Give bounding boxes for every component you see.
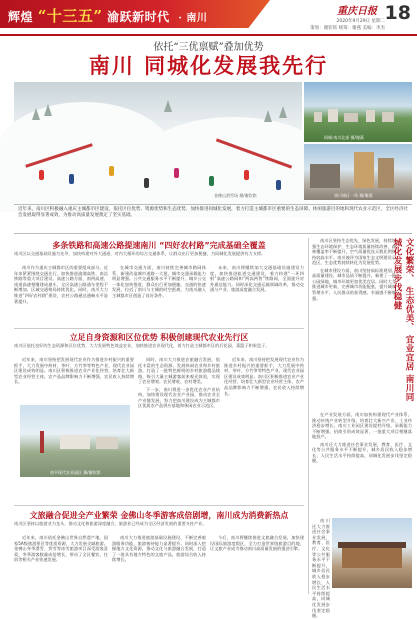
section-title-highlight: “十三五” — [37, 7, 103, 25]
section-divider — [14, 328, 304, 329]
building — [96, 437, 118, 449]
photo-caption: 南川城区一角 摄/谢燕 — [334, 193, 373, 198]
skier — [109, 166, 114, 176]
photo-caption: 同城·南川北部 摄/谢燕 — [324, 135, 364, 140]
section-2-subtitle: 南川区依托良好的生态资源和区位优势，大力发展特色效益农业，加快推进农业现代化，着力打造主城都市区的后花园、菜篮子和果盘子。 — [14, 343, 270, 348]
building — [366, 110, 375, 122]
right-article-column-2 — [312, 412, 412, 514]
right-article-title: 文化繁荣、 生态优美、 宜业宜居 南川同城化发展步伐稳健 — [392, 238, 414, 402]
section-title-suffix: 渝跃新时代 — [107, 10, 170, 24]
skier — [209, 176, 214, 186]
skier — [39, 170, 44, 180]
building — [354, 152, 374, 188]
tree-icon — [279, 106, 287, 118]
editor-credits: 策划：谢钦铭 统筹：谢燕 美编：李杰 — [310, 26, 385, 31]
cultural-site-photo — [332, 518, 412, 588]
roof — [338, 542, 406, 548]
section-3-title: 文旅融合促进全产业繁荣 金佛山冬季游客成倍剧增，南川成为消费新热点 — [29, 511, 289, 520]
skier — [174, 168, 179, 178]
masthead-rule — [0, 34, 417, 36]
tree-icon — [44, 104, 52, 116]
section-2-title: 立足自身资源和区位优势 积极创建现代农业先行区 — [69, 333, 249, 342]
masthead — [0, 0, 417, 40]
issue-date: 2020年9月29日 星期二 — [336, 19, 385, 24]
tree-icon — [264, 110, 272, 122]
city-street-photo — [304, 144, 412, 200]
city-aerial-photo — [304, 82, 412, 142]
section-region: · 南川 — [178, 13, 208, 24]
paragraph: 下一步，南川将进一步优化农业产业结构，加快建设现代农业产业园，推动农业全产业链发展，努力把南川建设成为主城都市区优质农产品供应基地和休闲农业示范区。 — [138, 386, 220, 409]
building — [342, 548, 402, 568]
paragraph: 在城市交通方面，南川持续完善城市路网体系，新建改造城市道路一大批，城市交通承载能力明显增强。公共交通服务水平不断提升，城乡公交一体化加快推进，群众出行更加便捷。交通的快速发展，拉近了南川与主城的时空距离，为南川融入主城都市区创造了良好条件。 — [112, 265, 206, 298]
section-2-column-1 — [14, 357, 134, 402]
section-2-column-2 — [138, 357, 220, 502]
section-3-column-3 — [210, 535, 304, 595]
skier — [144, 178, 149, 188]
section-1-column-3 — [210, 265, 304, 325]
page-number: 18 — [384, 2, 411, 24]
tree-icon — [32, 108, 40, 120]
masthead-right — [271, 2, 411, 38]
section-divider — [14, 505, 304, 506]
section-1-column-2 — [112, 265, 206, 325]
paragraph: 南川区坚持生态优先、绿色发展，持续加强生态环境保护，生态环境质量持续改善，森林覆盖率不断提升，空气质量优良天数比例保持较高水平。南川被评为国家生态文明建设示范区，生态优势持续转化为发展优势。 — [312, 238, 396, 266]
chimney — [40, 431, 44, 453]
photo-caption: 南平现代农业园区 摄/谢钦铭 — [50, 470, 101, 475]
paragraph: 南川还大力推进社会事业发展，教育、医疗、文化等公共服务水平不断提升，城乡居民收入稳步增长，人民生活水平持续提高，同城化发展步伐坚定稳健。 — [312, 441, 412, 464]
paragraph: 在城市建设方面，南川坚持高标准规划、高质量建设，城市品质不断提升。新建了一批公园绿地，城市环境更加优美宜居。同时大力推进城市更新，完善城市功能配套，提升城市管理水平，人民群众的获得感、幸福感不断增强。 — [312, 267, 396, 301]
building — [344, 113, 358, 122]
skier — [244, 170, 249, 180]
paragraph: 南川作为重庆主城都市区的重要组成部分，近年来紧紧围绕交通先行，加快推进渝湘高铁、南涪铁路等重大项目建设。高速公路方面，南两高速、南道高速相继建成通车，全区高速公路通车里程不断增加，区域交通格局持续优化。同时，南川大力推进“四好农村路”建设，农村公路通达通畅水平显著提升。 — [14, 265, 108, 304]
paragraph: 近年来，南川坚持把发展现代农业作为推进乡村振兴的重要抓手，大力发展中药材、茶叶、方竹笋等特色产业，现代农业园区建设成效明显。南川区积极推进农业产业化经营，培育壮大新型农业经营主体，农产品品牌影响力不断增强，农民收入持续增长。 — [14, 357, 134, 385]
building — [378, 158, 394, 188]
right-article-column-1 — [312, 238, 396, 408]
section-1-column-1 — [14, 265, 108, 325]
newspaper-logo: 重庆日报 — [337, 6, 377, 17]
paragraph: 近年来，南川依托金佛山世界自然遗产地、国家5A级旅游景区等优质资源，大力发展全域旅游。金佛山冬季滑雪、赏雪等冰雪旅游项目深受游客喜爱，冬季游客数量成倍增长，带动了全区餐饮、住宿等相关产业快速发展。 — [14, 535, 108, 563]
building — [382, 112, 394, 122]
skier — [276, 180, 281, 190]
section-3-subtitle: 南川区坚持以旅游业为龙头，推动文化和旅游深度融合，旅游业已经成为全区经济发展的重要支柱产业。 — [14, 521, 207, 526]
section-2-column-3 — [224, 357, 304, 502]
paragraph: 近年来，南川坚持把发展现代农业作为推进乡村振兴的重要抓手，大力发展中药材、茶叶、方竹笋等特色产业，现代农业园区建设成效明显。南川区积极推进农业产业化经营，培育壮大新型农业经营主体，农产品品牌影响力不断增强，农民收入持续增长。 — [224, 357, 304, 396]
paragraph: 在产业发展方面，南川加快构建现代产业体系，推动传统产业转型升级，培育壮大新兴产业，工业经济稳步增长。南川工业园区建设提档升级，承载能力不断增强，招商引资成效显著，一批重大项目相继落地投产。 — [312, 412, 412, 440]
section-3-column-1 — [14, 535, 108, 595]
section-title — [8, 5, 207, 26]
building — [314, 112, 322, 122]
section-1-title: 多条铁路和高速公路提速南川 “四好农村路”完成基础全覆盖 — [52, 241, 266, 250]
building — [328, 109, 338, 122]
skier — [69, 174, 74, 184]
paragraph: 南川大力推进旅游基础设施建设，不断完善旅游服务功能，旅游接待能力显著提升。同时深入挖掘地方文化资源，推动文化与旅游融合发展，打造了一批具有地方特色的文旅产品，旅游综合收入持续增长。 — [112, 535, 206, 563]
headline-kicker: 依托“三优禀赋”叠加优势 — [153, 42, 264, 53]
building — [310, 164, 340, 188]
section-1-subtitle: 南川区以交通基础设施为先导，加快构建对外大通道、对内大循环的综合交通体系，让群众出行更加便捷，为同城化发展提供有力支撑。 — [14, 251, 266, 256]
ski-resort-photo — [14, 82, 302, 200]
intro-paragraph: 近年来，南川区积极融入重庆主城都市区建设，依托区位优势、资源优势和生态优势，加快推进同城化发展，着力打造主城都市区重要的生态屏障、休闲旅游目的地和现代农业示范区，全区经济社会发展取得显著成效，为推动高质量发展奠定了坚实基础。 — [14, 204, 412, 234]
farmland-photo — [20, 405, 130, 477]
section-title-prefix: 辉煌 — [8, 10, 34, 24]
paragraph: 今后，南川将继续推进文旅融合发展，加快建设国际旅游度假区，全力打造世界级旅游目的地，让文旅产业成为推动南川高质量发展的强劲引擎。 — [210, 535, 304, 552]
column-divider — [308, 238, 309, 594]
paragraph: 南川还大力推进社会事业发展，教育、医疗、文化等公共服务水平不断提升，城乡居民收入稳步增长，人民生活水平持续提高，同城化发展步伐坚定稳健。 — [312, 518, 330, 619]
photo-caption: 金佛山滑雪场 摄/谢钦铭 — [214, 193, 257, 198]
section-3-column-2 — [112, 535, 206, 595]
tree-icon — [164, 100, 172, 112]
right-article-column-3 — [312, 518, 330, 619]
paragraph: 同时，南川大力推进农旅融合发展，依托丰富的生态资源，发展休闲农业和乡村旅游，打造了一批特色鲜明的乡村旅游精品线路，吸引大量主城游客前来观光体验，实现了农业增效、农民增收、农村增美。 — [138, 357, 220, 385]
building — [60, 435, 90, 449]
main-headline: 南川 同城化发展我先行 — [88, 54, 329, 78]
paragraph: 未来，南川将继续加大交通基础设施建设力度，加快推进轨道交通建设，着力构建“一环四射”高速公路网和“两高两普”铁路网，全面提升对外通达能力。同时深化交通运输领域改革，推动交通与产业、旅游深度融合发展。 — [210, 265, 304, 293]
